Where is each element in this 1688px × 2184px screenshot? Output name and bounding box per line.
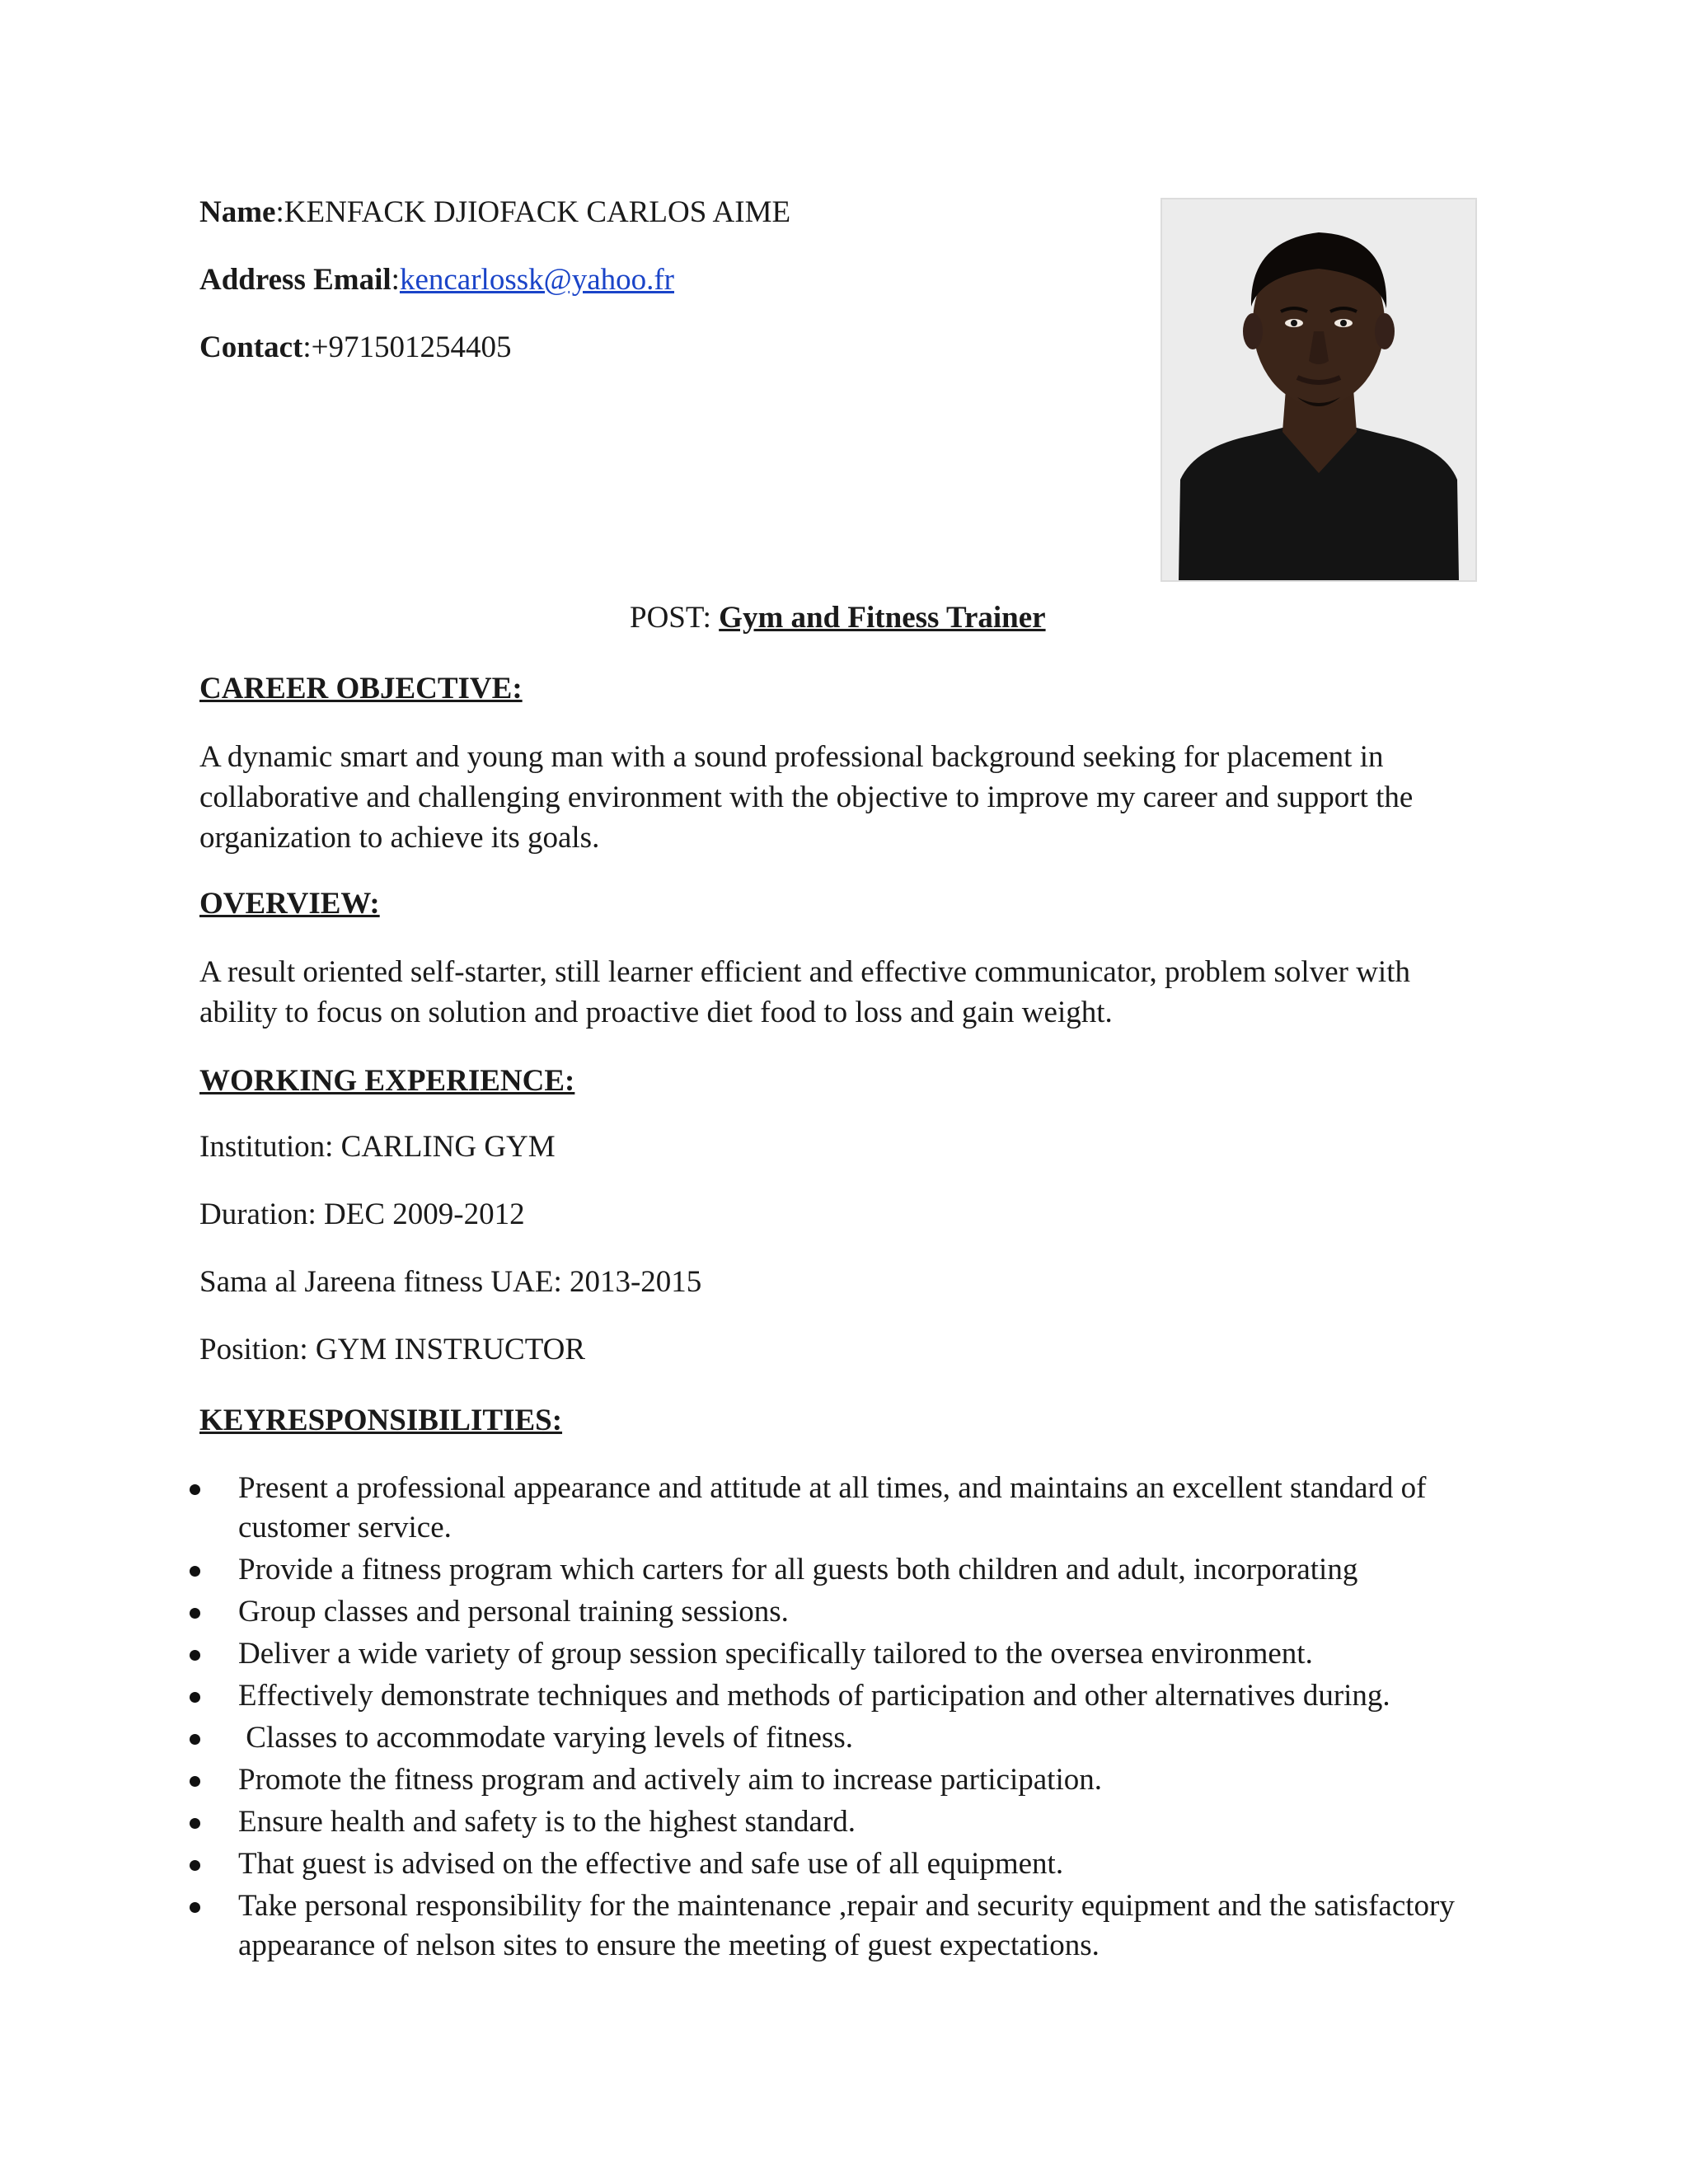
bullet-icon xyxy=(190,1902,200,1913)
portrait-illustration xyxy=(1162,199,1475,580)
bullet-icon xyxy=(190,1650,200,1661)
list-item-text: Effectively demonstrate techniques and methods of participation and other alternatives during. xyxy=(238,1679,1390,1713)
bullet-icon xyxy=(190,1692,200,1703)
list-item-text: That guest is advised on the effective and safe use of all equipment. xyxy=(238,1847,1064,1881)
overview-text xyxy=(199,952,1436,1033)
duration-row: Duration: DEC 2009-2012 xyxy=(199,1197,525,1231)
career-objective-text xyxy=(199,737,1436,858)
name-value: KENFACK DJIOFACK CARLOS AIME xyxy=(284,195,791,229)
institution-row: Institution: CARLING GYM xyxy=(199,1130,556,1164)
career-objective-heading: CAREER OBJECTIVE: xyxy=(199,672,523,705)
overview-heading: OVERVIEW: xyxy=(199,887,380,921)
career-objective-line: A dynamic smart and young man with a sound professional background seeking for placement in xyxy=(199,740,1384,774)
career-objective-line: organization to achieve its goals. xyxy=(199,821,600,855)
list-item xyxy=(199,1718,1485,1758)
list-item-text: customer service. xyxy=(238,1511,452,1544)
profile-photo xyxy=(1160,198,1477,582)
post-label: POST: xyxy=(630,601,711,635)
key-responsibilities-heading: KEYRESPONSIBILITIES: xyxy=(199,1404,563,1437)
second-employer-row: Sama al Jareena fitness UAE: 2013-2015 xyxy=(199,1265,702,1299)
bullet-icon xyxy=(190,1860,200,1871)
position-row: Position: GYM INSTRUCTOR xyxy=(199,1333,586,1366)
bullet-icon xyxy=(190,1776,200,1787)
email-separator: : xyxy=(391,263,400,297)
contact-row xyxy=(199,330,512,366)
post-title: Gym and Fitness Trainer xyxy=(719,601,1046,635)
contact-label: Contact xyxy=(199,330,303,364)
responsibilities-list xyxy=(199,1469,1485,1968)
overview-line: A result oriented self-starter, still learner efficient and effective communicator, problem solver with xyxy=(199,955,1410,989)
list-item xyxy=(199,1469,1485,1548)
contact-value: +971501254405 xyxy=(311,330,512,364)
email-link[interactable]: kencarlossk@yahoo.fr xyxy=(399,263,675,297)
name-label: Name xyxy=(199,195,276,229)
list-item-text: Promote the fitness program and actively aim to increase participation. xyxy=(238,1763,1102,1797)
list-item-text: Group classes and personal training sessions. xyxy=(238,1595,789,1629)
list-item-text: Ensure health and safety is to the highest standard. xyxy=(238,1805,856,1839)
list-item-text: Classes to accommodate varying levels of fitness. xyxy=(238,1721,853,1755)
list-item xyxy=(199,1676,1485,1716)
email-label: Address Email xyxy=(199,263,392,297)
overview-line: ability to focus on solution and proactive diet food to loss and gain weight. xyxy=(199,996,1113,1029)
list-item xyxy=(199,1550,1485,1590)
list-item xyxy=(199,1844,1485,1884)
list-item-text: Take personal responsibility for the maintenance ,repair and security equipment and the satisfactory xyxy=(238,1889,1455,1923)
bullet-icon xyxy=(190,1484,200,1495)
list-item xyxy=(199,1592,1485,1632)
contact-separator: : xyxy=(302,330,312,364)
list-item-text: Present a professional appearance and attitude at all times, and maintains an excellent standard of xyxy=(238,1471,1427,1505)
career-objective-line: collaborative and challenging environment with the objective to improve my career and support the xyxy=(199,780,1414,814)
list-item xyxy=(199,1886,1485,1966)
list-item-text: Provide a fitness program which carters for all guests both children and adult, incorporating xyxy=(238,1553,1358,1586)
list-item-text: Deliver a wide variety of group session specifically tailored to the oversea environment. xyxy=(238,1637,1313,1671)
working-experience-heading: WORKING EXPERIENCE: xyxy=(199,1064,575,1098)
list-item xyxy=(199,1760,1485,1800)
list-item xyxy=(199,1802,1485,1842)
bullet-icon xyxy=(190,1566,200,1577)
bullet-icon xyxy=(190,1734,200,1745)
bullet-icon xyxy=(190,1608,200,1619)
bullet-icon xyxy=(190,1818,200,1829)
list-item xyxy=(199,1634,1485,1674)
list-item-text: appearance of nelson sites to ensure the meeting of guest expectations. xyxy=(238,1929,1100,1962)
post-row xyxy=(630,600,1046,636)
email-row xyxy=(199,262,674,298)
name-row xyxy=(199,194,790,231)
name-separator: : xyxy=(275,195,284,229)
